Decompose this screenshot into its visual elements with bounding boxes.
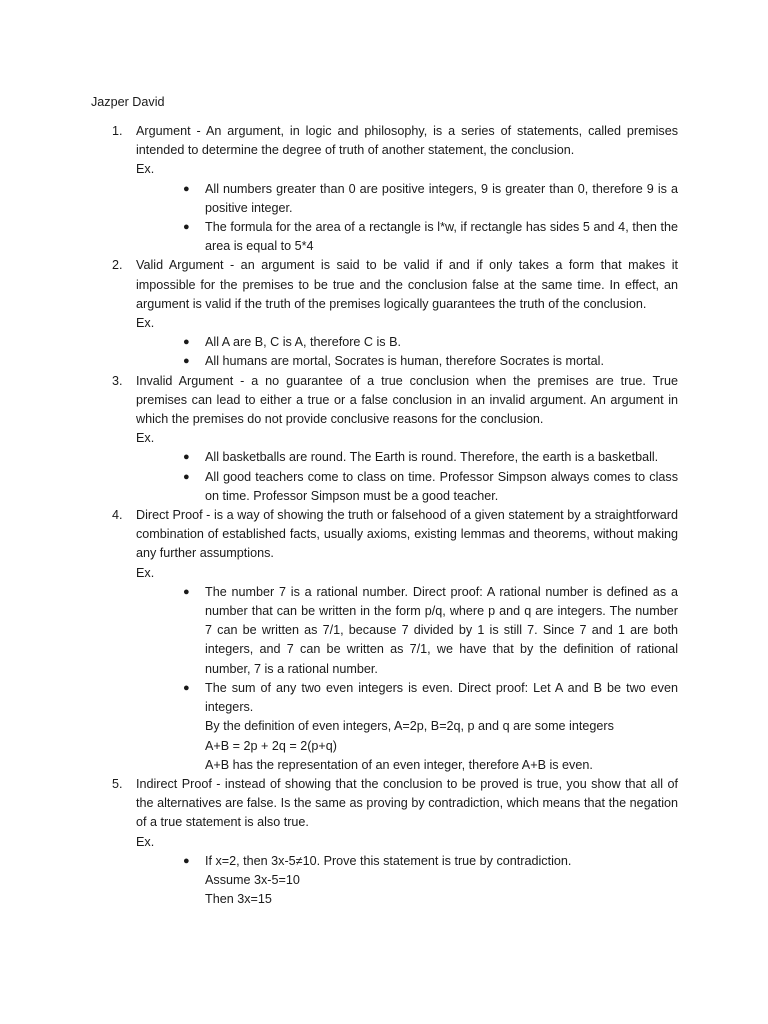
item-number: 1. — [112, 124, 123, 138]
example-bullet — [181, 448, 678, 467]
item-definition: Direct Proof - is a way of showing the truth or falsehood of a given statement by a straightforward combination of established facts, usually axioms, existing lemmas and theorems, without making any further assumptions. — [136, 508, 678, 561]
item-number: 3. — [112, 373, 123, 388]
item-definition: Invalid Argument - a no guarantee of a true conclusion when the premises are true. True premises can lead to either a true or a false conclusion in an invalid argument. An argument in which the premises do not provide conclusive reasons for the conclusion. — [136, 373, 678, 427]
list-item-direct-proof — [112, 506, 678, 775]
item-definition: Argument - An argument, in logic and philosophy, is a series of statements, called premises intended to determine the degree of truth of another statement, the conclusion. — [136, 124, 678, 158]
item-number: 5. — [112, 776, 123, 791]
bullet-icon: ● — [183, 854, 190, 867]
example-text: The sum of any two even integers is even. Direct proof: Let A and B be two even integers. — [205, 680, 678, 715]
item-number: 2. — [112, 258, 123, 273]
bullet-icon: ● — [183, 470, 190, 483]
example-list — [136, 333, 678, 371]
list-item-argument — [112, 122, 678, 256]
list-item-indirect-proof — [112, 775, 678, 909]
example-text: All numbers greater than 0 are positive integers, 9 is greater than 0, therefore 9 is a positive integer. — [205, 181, 678, 215]
proof-line: By the definition of even integers, A=2p, B=2q, p and q are some integers — [205, 719, 614, 734]
proof-line: A+B has the representation of an even integer, therefore A+B is even. — [205, 757, 593, 772]
example-list — [136, 583, 678, 775]
example-text: All good teachers come to class on time. Professor Simpson always comes to class on time. Professor Simpson must be a good teacher. — [205, 469, 678, 503]
example-text: All humans are mortal, Socrates is human, therefore Socrates is mortal. — [205, 354, 604, 369]
list-item-valid-argument — [112, 256, 678, 371]
example-text: The number 7 is a rational number. Direct proof: A rational number is defined as a number that can be written in the form p/q, where p and q are integers. The number 7 can be written as 7/1, because 7 divided by 1 is still 7. Since 7 and 1 are both integers, and 7 can be written as 7/1, we have that by the definition of rational number, 7 is a rational number. — [205, 584, 678, 676]
example-text: The formula for the area of a rectangle is l*w, if rectangle has sides 5 and 4, then the area is equal to 5*4 — [205, 220, 678, 254]
example-label: Ex. — [136, 565, 155, 580]
example-bullet — [181, 679, 678, 775]
example-label: Ex. — [136, 834, 155, 849]
proof-line: Then 3x=15 — [205, 892, 272, 907]
example-list — [136, 852, 678, 910]
bullet-icon: ● — [183, 681, 190, 694]
example-bullet — [181, 218, 678, 256]
example-label: Ex. — [136, 162, 155, 177]
example-bullet — [181, 583, 678, 679]
example-text: All basketballs are round. The Earth is round. Therefore, the earth is a basketball. — [205, 450, 659, 465]
example-bullet — [181, 468, 678, 506]
example-label: Ex. — [136, 431, 155, 446]
item-definition: Indirect Proof - instead of showing that the conclusion to be proved is true, you show that all of the alternatives are false. Is the same as proving by contradiction, which means that the negation of a true statement is also true. — [136, 776, 678, 830]
example-list — [136, 180, 678, 257]
example-text: All A are B, C is A, therefore C is B. — [205, 335, 401, 350]
bullet-icon: ● — [183, 585, 190, 598]
example-bullet — [181, 352, 678, 371]
bullet-icon: ● — [183, 182, 190, 195]
example-bullet — [181, 333, 678, 352]
example-list — [136, 448, 678, 506]
item-definition: Valid Argument - an argument is said to be valid if and if only takes a form that makes it impossible for the premises to be true and the conclusion false at the same time. In effect, an argument is valid if the truth of the premises logically guarantees the truth of the conclusion. — [136, 258, 678, 311]
bullet-icon: ● — [183, 451, 190, 464]
bullet-icon: ● — [183, 221, 190, 234]
example-bullet — [181, 852, 678, 910]
author-name: Jazper David — [91, 95, 165, 109]
item-number: 4. — [112, 508, 123, 523]
list-item-invalid-argument — [112, 372, 678, 506]
bullet-icon: ● — [183, 336, 190, 349]
example-bullet — [181, 180, 678, 218]
bullet-icon: ● — [183, 355, 190, 368]
proof-line: A+B = 2p + 2q = 2(p+q) — [205, 738, 337, 753]
example-label: Ex. — [136, 316, 155, 331]
example-text: If x=2, then 3x-5≠10. Prove this statement is true by contradiction. — [205, 853, 572, 868]
proof-line: Assume 3x-5=10 — [205, 872, 300, 887]
numbered-list — [112, 122, 678, 909]
